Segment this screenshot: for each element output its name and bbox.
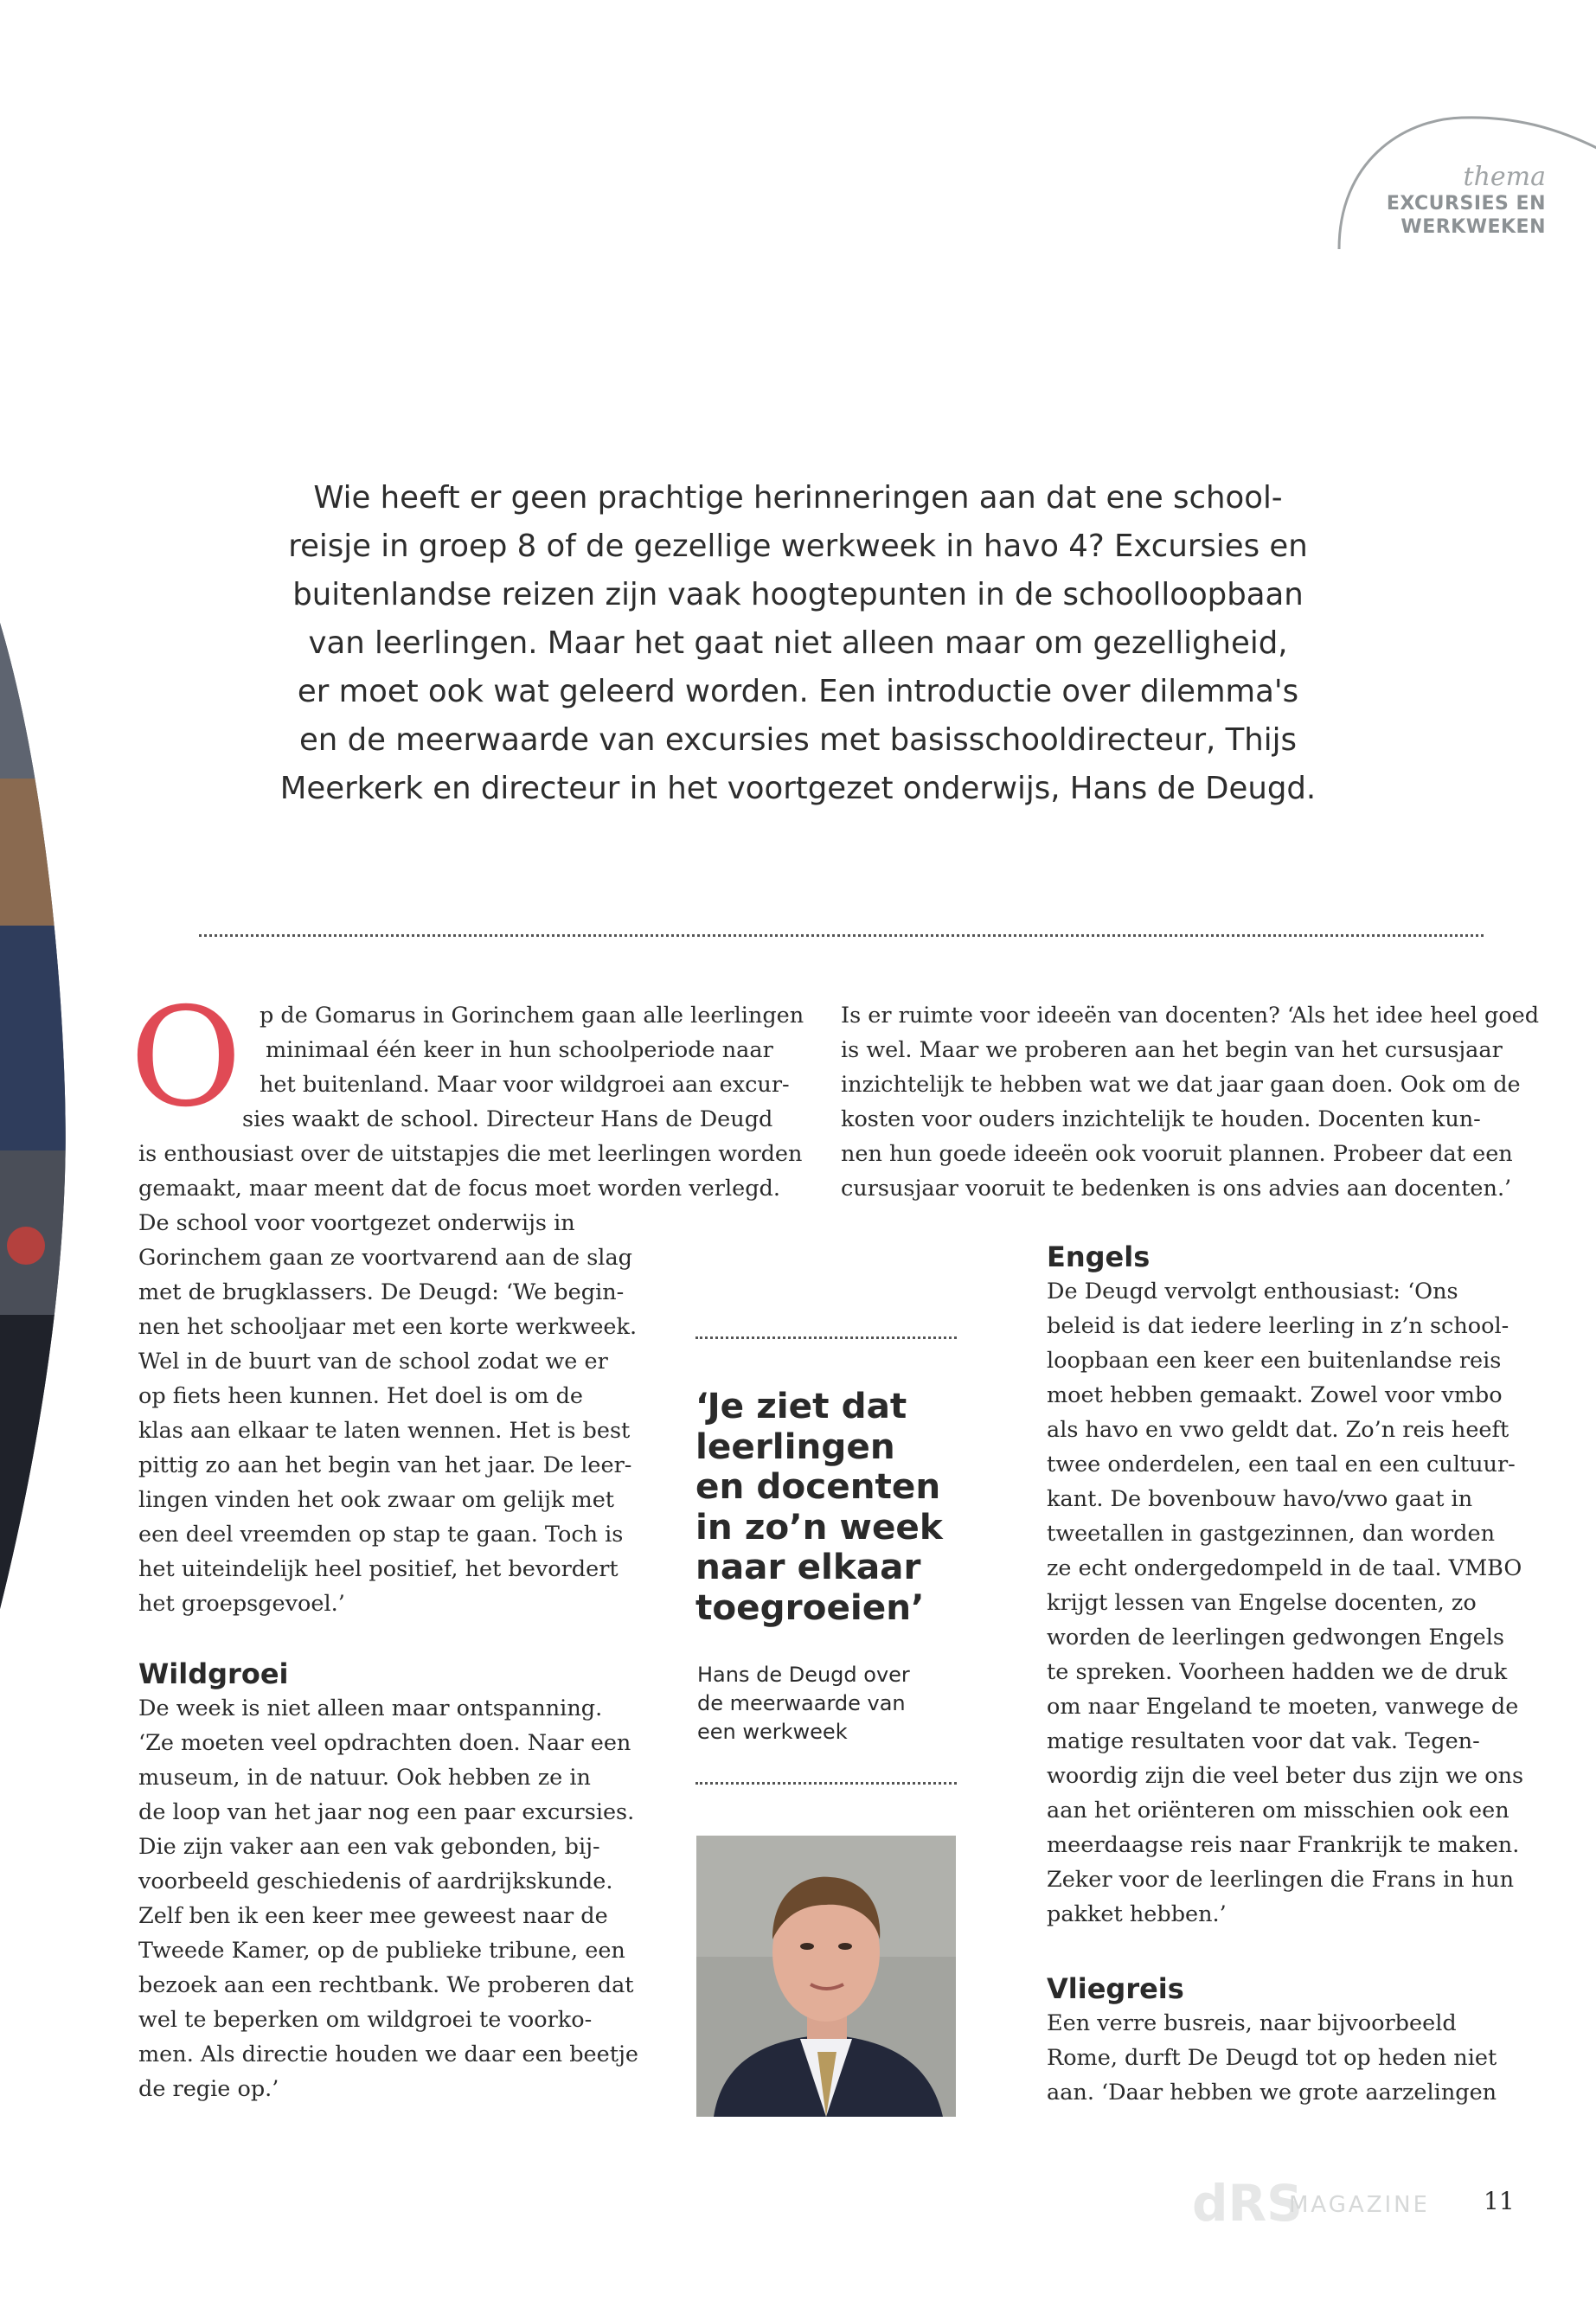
article-line: te spreken. Voorheen hadden we de druk [1047,1659,1508,1685]
article-line: Die zijn vaker aan een vak gebonden, bij- [138,1834,600,1860]
article-line: museum, in de natuur. Ook hebben ze in [138,1765,591,1791]
intro-line: reisje in groep 8 of de gezellige werkweek in havo 4? Excursies en [288,529,1308,564]
theme-tab [1332,111,1596,258]
engels-section [1047,1240,1522,1932]
pull-quote-caption [697,1661,957,1747]
pull-quote-line: naar elkaar [695,1546,921,1587]
article-line: cursusjaar vooruit te bedenken is ons advies aan docenten.’ [841,1176,1512,1202]
pull-quote-divider-bottom [695,1782,957,1785]
caption-line: een werkweek [697,1720,848,1744]
vliegreis-section [1047,1971,1522,2110]
vliegreis-heading: Vliegreis [1047,1972,1184,2005]
article-line: Gorinchem gaan ze voortvarend aan de slag [138,1245,632,1271]
article-line: p de Gomarus in Gorinchem gaan alle leerlingen [260,1003,804,1029]
article-line: nen hun goede ideeën ook vooruit plannen. Probeer dat een [841,1141,1513,1167]
article-line: aan het oriënteren om misschien ook een [1047,1798,1509,1823]
article-line: ‘Ze moeten veel opdrachten doen. Naar een [138,1730,631,1756]
intro-line: buitenlandse reizen zijn vaak hoogtepunten in de schoolloopbaan [292,577,1304,612]
pull-quote [695,1386,964,1627]
article-line: beleid is dat iedere leerling in z’n school- [1047,1313,1509,1339]
article-column-2 [841,998,1540,1206]
article-line: klas aan elkaar te laten wennen. Het is best [138,1418,631,1444]
page-number: 11 [1484,2187,1515,2215]
drs-magazine-logo [1192,2174,1426,2234]
intro-paragraph [260,474,1336,813]
article-line: nen het schooljaar met een korte werkweek. [138,1314,638,1340]
article-line: moet hebben gemaakt. Zowel voor vmbo [1047,1382,1503,1408]
article-line: De school voor voortgezet onderwijs in [138,1210,575,1236]
article-line: met de brugklassers. De Deugd: ‘We begin- [138,1279,625,1305]
pull-quote-divider-top [695,1336,957,1339]
theme-label [1387,163,1546,239]
article-line: Zelf ben ik een keer mee geweest naar de [138,1903,608,1929]
article-line: Een verre busreis, naar bijvoorbeeld [1047,2010,1457,2036]
article-line: De week is niet alleen maar ontspanning. [138,1695,603,1721]
article-line: het groepsgevoel.’ [138,1591,345,1617]
article-line: het uiteindelijk heel positief, het bevordert [138,1556,619,1582]
article-line: is enthousiast over de uitstapjes die met leerlingen worden [138,1141,803,1167]
article-line: als havo en vwo geldt dat. Zo’n reis heeft [1047,1417,1509,1443]
article-line: tweetallen in gastgezinnen, dan worden [1047,1521,1496,1547]
article-line: lingen vinden het ook zwaar om gelijk met [138,1487,615,1513]
article-line: men. Als directie houden we daar een beetje [138,2041,638,2067]
article-line: kosten voor ouders inzichtelijk te houden. Docenten kun- [841,1106,1481,1132]
left-photo-edge [0,623,69,1609]
intro-line: Meerkerk en directeur in het voortgezet onderwijs, Hans de Deugd. [279,771,1317,806]
article-line: minimaal één keer in hun schoolperiode naar [266,1037,773,1063]
article-line: een deel vreemden op stap te gaan. Toch is [138,1522,624,1548]
intro-line: van leerlingen. Maar het gaat niet alleen maar om gezelligheid, [308,625,1288,661]
caption-line: Hans de Deugd over [697,1663,910,1687]
article-line: pittig zo aan het begin van het jaar. De leer- [138,1452,632,1478]
wildgroei-heading: Wildgroei [138,1657,289,1690]
logo-main-text: dRS [1192,2174,1303,2233]
article-line: Rome, durft De Deugd tot op heden niet [1047,2045,1497,2071]
article-line: op fiets heen kunnen. Het doel is om de [138,1383,584,1409]
pull-quote-line: en docenten [695,1465,941,1507]
article-line: Tweede Kamer, op de publieke tribune, een [138,1938,625,1964]
article-line: loopbaan een keer een buitenlandse reis [1047,1348,1502,1374]
article-line: meerdaagse reis naar Frankrijk te maken. [1047,1832,1520,1858]
intro-line: Wie heeft er geen prachtige herinneringen aan dat ene school- [313,480,1283,516]
article-line: Is er ruimte voor ideeën van docenten? ‘Als het idee heel goed [841,1003,1540,1029]
article-line: is wel. Maar we proberen aan het begin van het cursusjaar [841,1037,1503,1063]
intro-line: en de meerwaarde van excursies met basisschooldirecteur, Thijs [298,722,1298,758]
article-line: voorbeeld geschiedenis of aardrijkskunde. [138,1868,613,1894]
intro-divider [199,934,1484,937]
article-line: woordig zijn die veel beter dus zijn we ons [1047,1763,1524,1789]
article-line: de loop van het jaar nog een paar excursies. [138,1799,635,1825]
intro-line: er moet ook wat geleerd worden. Een introductie over dilemma's [297,674,1299,709]
article-line: het buitenland. Maar voor wildgroei aan excur- [260,1072,790,1098]
article-line: matige resultaten voor dat vak. Tegen- [1047,1728,1480,1754]
article-line: worden de leerlingen gedwongen Engels [1047,1625,1505,1650]
article-line: Wel in de buurt van de school zodat we er [138,1349,608,1375]
logo-suffix-text: MAGAZINE [1289,2192,1426,2218]
theme-title-line2: WERKWEKEN [1401,216,1546,238]
article-line: krijgt lessen van Engelse docenten, zo [1047,1590,1477,1616]
article-line: inzichtelijk te hebben wat we dat jaar gaan doen. Ook om de [841,1072,1521,1098]
article-line: om naar Engeland te moeten, vanwege de [1047,1694,1519,1720]
article-line: pakket hebben.’ [1047,1901,1227,1927]
article-line: De Deugd vervolgt enthousiast: ‘Ons [1047,1279,1458,1304]
pull-quote-line: toegroeien’ [695,1586,925,1628]
dropcap: O [130,978,242,1138]
article-line: wel te beperken om wildgroei te voorko- [138,2007,593,2033]
engels-heading: Engels [1047,1240,1151,1273]
article-line: gemaakt, maar meent dat de focus moet worden verlegd. [138,1176,780,1202]
pull-quote-line: ‘Je ziet dat [695,1385,907,1426]
article-line: sies waakt de school. Directeur Hans de Deugd [242,1106,773,1132]
article-line: bezoek aan een rechtbank. We proberen dat [138,1972,634,1998]
wildgroei-section [138,1657,638,2106]
article-line: Zeker voor de leerlingen die Frans in hun [1047,1867,1515,1893]
theme-word: thema [1463,162,1546,192]
pull-quote-line: in zo’n week [695,1505,943,1548]
article-line: aan. ‘Daar hebben we grote aarzelingen [1047,2080,1497,2106]
article-line: ze echt ondergedompeld in de taal. VMBO [1047,1555,1522,1581]
article-line: twee onderdelen, een taal en een cultuur- [1047,1452,1516,1477]
portrait-photo [696,1836,956,2117]
article-line: kant. De bovenbouw havo/vwo gaat in [1047,1486,1473,1512]
pull-quote-line: leerlingen [695,1425,895,1467]
caption-line: de meerwaarde van [697,1691,906,1715]
article-line: de regie op.’ [138,2076,279,2102]
theme-title-line1: EXCURSIES EN [1386,193,1546,215]
